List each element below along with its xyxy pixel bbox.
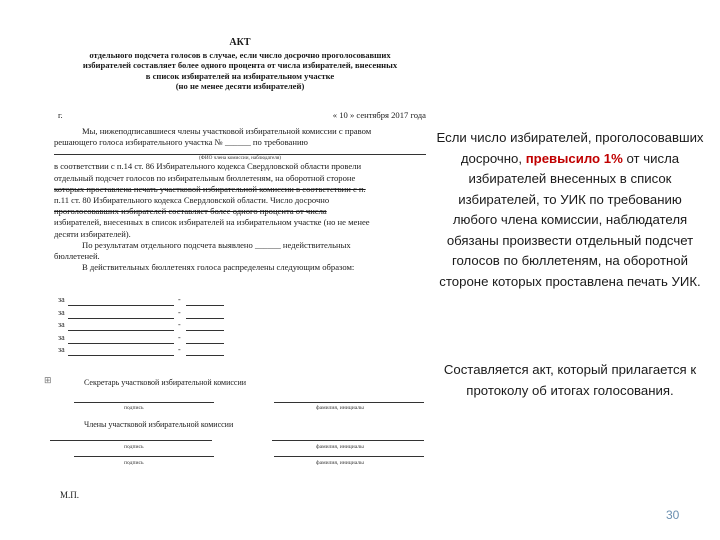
vote-row: за - xyxy=(58,320,258,333)
name-caption: фамилия, инициалы xyxy=(316,460,364,466)
stamp-placeholder: М.П. xyxy=(60,490,80,500)
act-date-prefix: г. xyxy=(58,110,63,120)
name-caption: фамилия, инициалы xyxy=(316,405,364,411)
explanation-paragraph-2: Составляется акт, который прилагается к протоколу об итогах голосования. xyxy=(443,362,697,398)
sign-caption: подпись xyxy=(124,444,144,450)
act-body-line: Мы, нижеподписавшиеся члены участковой избирательной комиссии с правом xyxy=(82,126,372,136)
members-label: Члены участковой избирательной комиссии xyxy=(84,420,234,429)
act-body-line: в соответствии с п.14 ст. 86 Избирательного кодекса Свердловской области провели xyxy=(54,161,362,172)
explanation-text: от числа избирателей внесенных в список избирателей, то УИК по требованию любого члена комиссии, наблюдателя обязаны произвести отдельный подсчет голосов по бюллетеням, на оборотной стороне которых проставлена печать УИК. xyxy=(439,150,701,289)
explanation-paragraph-1 xyxy=(436,128,704,292)
name-caption: фамилия, инициалы xyxy=(316,444,364,450)
act-heading-line: (но не менее десяти избирателей) xyxy=(175,81,305,92)
vote-distribution xyxy=(58,295,258,358)
act-body-line: В действительных бюллетенях голоса распределены следующим образом: xyxy=(82,262,355,273)
sign-caption: подпись xyxy=(124,405,144,411)
act-body-line: решающего голоса избирательного участка № ______ по требованию xyxy=(54,137,308,148)
act-title: АКТ xyxy=(229,37,251,48)
act-body xyxy=(54,126,426,273)
scanned-act-document xyxy=(44,37,426,508)
page-number: 30 xyxy=(666,508,680,522)
act-date: « 10 » сентября 2017 года xyxy=(332,110,426,120)
act-body-line: избирателей, внесенных в список избирателей на избирательном участке (но не менее xyxy=(54,217,370,228)
act-body-caption: (ФИО члена комиссии, наблюдателя) xyxy=(199,155,281,162)
act-body-line: п.11 ст. 80 Избирательного кодекса Свердловской области. Число досрочно xyxy=(54,195,330,206)
vote-row: за - xyxy=(58,333,258,346)
vote-row: за - xyxy=(58,308,258,321)
act-heading-line: избирателей составляет более одного процента от числа избирателей, внесенных xyxy=(82,60,398,71)
act-date-line xyxy=(58,110,426,120)
act-body-line: проголосовавших избирателей составляет более одного процента от числа xyxy=(54,206,327,217)
act-body-line: десяти избирателей). xyxy=(54,228,131,239)
explanation-text: Если число избирателей, проголосовавших досрочно, xyxy=(436,130,704,166)
secretary-label: Секретарь участковой избирательной комиссии xyxy=(84,378,247,387)
sign-caption: подпись xyxy=(124,460,144,466)
act-body-line: отдельный подсчет голосов по избирательным бюллетеням, на оборотной стороне xyxy=(54,172,356,183)
act-body-line: которых проставлена печать участковой избирательной комиссии в соответствии с п. xyxy=(54,183,366,194)
plus-icon: ⊞ xyxy=(44,376,52,386)
explanation-highlight: превысило 1% xyxy=(525,150,623,166)
act-body-line: бюллетеней. xyxy=(54,251,100,262)
vote-row: за - xyxy=(58,295,258,308)
act-heading-line: в список избирателей на избирательном участке xyxy=(145,70,335,81)
act-body-line: По результатам отдельного подсчета выявлено ______ недействительных xyxy=(82,239,351,250)
act-heading-line: отдельного подсчета голосов в случае, если число досрочно проголосовавших xyxy=(89,49,391,60)
vote-row: за - xyxy=(58,345,258,358)
